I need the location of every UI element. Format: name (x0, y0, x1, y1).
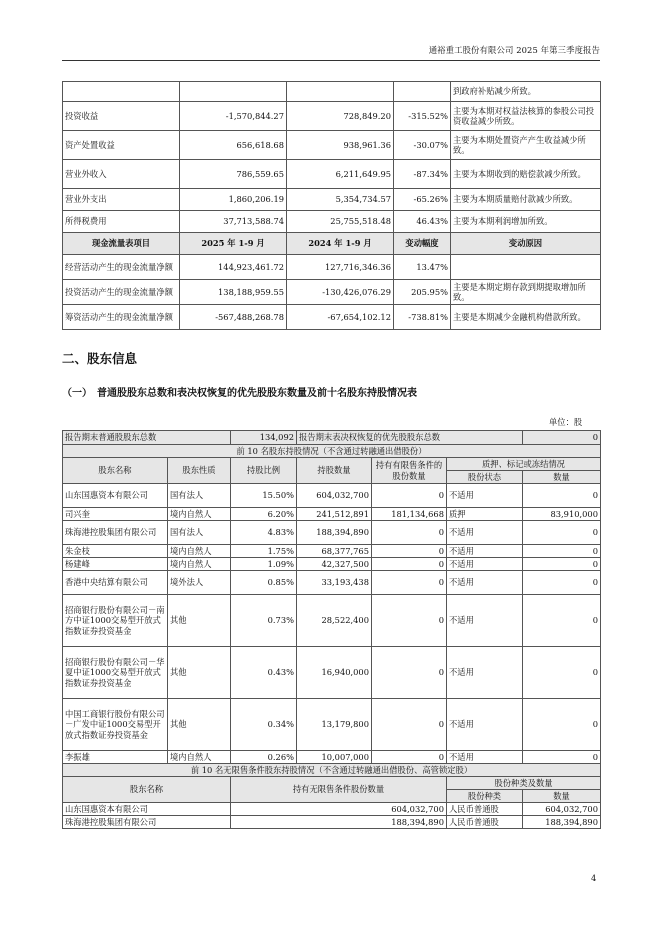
table-row (63, 160, 601, 189)
holder-nature: 其他 (168, 699, 231, 751)
reason-cell: 主要为本期收到的赔偿款减少所致。 (451, 160, 601, 189)
holder-pledge-state: 不适用 (447, 571, 523, 595)
holder-pledge-state: 不适用 (447, 647, 523, 699)
holder-qty: 16,940,000 (297, 647, 372, 699)
unrestricted-header-row (63, 777, 601, 790)
col-nature-header: 股东性质 (168, 458, 231, 484)
holder-ratio: 1.75% (231, 545, 297, 558)
holder-pledge-qty: 0 (523, 571, 601, 595)
holder-pledge-qty: 0 (523, 751, 601, 764)
cashflow-reason-header: 变动原因 (451, 233, 601, 255)
previous-cell: -67,654,102.12 (287, 305, 394, 330)
table-row (63, 280, 601, 305)
current-cell: 138,188,959.55 (180, 280, 287, 305)
holder-pledge-qty: 83,910,000 (523, 508, 601, 521)
holder-pledge-state: 不适用 (447, 699, 523, 751)
holder-qty: 188,394,890 (297, 521, 372, 545)
table-row (63, 699, 601, 751)
change-cell: 13.47% (394, 255, 451, 280)
holder-pledge-state: 质押 (447, 508, 523, 521)
holder-qty: 68,377,765 (297, 545, 372, 558)
table-row (63, 803, 601, 816)
page-header: 通裕重工股份有限公司 2025 年第三季度报告 (428, 45, 600, 55)
summary-row (63, 431, 601, 445)
holder-ratio: 1.09% (231, 558, 297, 571)
change-cell: -738.81% (394, 305, 451, 330)
income-cashflow-table (62, 81, 601, 330)
holder-name: 珠海港控股集团有限公司 (63, 521, 168, 545)
header-divider (62, 60, 600, 61)
holder-nature: 境内自然人 (168, 558, 231, 571)
table-row (63, 521, 601, 545)
previous-cell: 6,211,649.95 (287, 160, 394, 189)
item-cell: 筹资活动产生的现金流量净额 (63, 305, 180, 330)
previous-cell (287, 82, 394, 102)
table-row (63, 189, 601, 211)
holder-pledge-state: 不适用 (447, 484, 523, 508)
col-pledge-qty-header: 数量 (523, 471, 601, 484)
top10-title-row (63, 445, 601, 458)
table-row (63, 211, 601, 233)
change-cell: -315.52% (394, 102, 451, 131)
previous-cell: 5,354,734.57 (287, 189, 394, 211)
item-cell: 资产处置收益 (63, 131, 180, 160)
reason-cell: 主要为本期利润增加所致。 (451, 211, 601, 233)
u-holder-qty: 604,032,700 (231, 803, 447, 816)
holder-name: 山东国惠资本有限公司 (63, 484, 168, 508)
item-cell: 所得税费用 (63, 211, 180, 233)
holder-restricted: 0 (372, 545, 447, 558)
reason-cell: 主要是本期定期存款到期提取增加所致。 (451, 280, 601, 305)
holder-qty: 28,522,400 (297, 595, 372, 647)
change-cell: 46.43% (394, 211, 451, 233)
u-col-name-header: 股东名称 (63, 777, 231, 803)
table-row (63, 484, 601, 508)
unrestricted-title: 前 10 名无限售条件股东持股情况（不含通过转融通出借股份、高管锁定股） (63, 764, 601, 777)
u-col-type-header: 股份种类 (447, 790, 523, 803)
table-row (63, 82, 601, 102)
col-qty-header: 持股数量 (297, 458, 372, 484)
table-row (63, 131, 601, 160)
holder-ratio: 6.20% (231, 508, 297, 521)
u-holder-name: 珠海港控股集团有限公司 (63, 816, 231, 829)
previous-cell: 127,716,346.36 (287, 255, 394, 280)
table-row (63, 751, 601, 764)
holder-nature: 境内自然人 (168, 751, 231, 764)
cashflow-previous-header: 2024 年 1-9 月 (287, 233, 394, 255)
holder-restricted: 0 (372, 595, 447, 647)
current-cell (180, 82, 287, 102)
section-title: 二、股东信息 (62, 351, 138, 366)
current-cell: 144,923,461.72 (180, 255, 287, 280)
holder-pledge-qty: 0 (523, 699, 601, 751)
holder-ratio: 0.43% (231, 647, 297, 699)
current-cell: 786,559.65 (180, 160, 287, 189)
holder-restricted: 0 (372, 484, 447, 508)
u-col-type-group-header: 股份种类及数量 (447, 777, 601, 790)
top10-title: 前 10 名股东持股情况（不含通过转融通出借股份） (63, 445, 601, 458)
holder-pledge-qty: 0 (523, 484, 601, 508)
holder-restricted: 0 (372, 647, 447, 699)
holder-nature: 其他 (168, 647, 231, 699)
table-row (63, 508, 601, 521)
col-restricted-header: 持有有限售条件的股份数量 (372, 458, 447, 484)
u-holder-type-qty: 188,394,890 (523, 816, 601, 829)
holder-pledge-state: 不适用 (447, 558, 523, 571)
current-cell: 656,618.68 (180, 131, 287, 160)
table-row (63, 558, 601, 571)
holder-nature: 境内自然人 (168, 508, 231, 521)
preferred-holders-label: 报告期末表决权恢复的优先股股东总数 (297, 431, 523, 445)
item-cell: 营业外收入 (63, 160, 180, 189)
reason-cell (451, 255, 601, 280)
u-holder-type: 人民币普通股 (447, 816, 523, 829)
unrestricted-title-row (63, 764, 601, 777)
holder-name: 中国工商银行股份有限公司－广发中证1000交易型开放式指数证券投资基金 (63, 699, 168, 751)
holder-pledge-state: 不适用 (447, 521, 523, 545)
holder-qty: 33,193,438 (297, 571, 372, 595)
u-holder-type-qty: 604,032,700 (523, 803, 601, 816)
holder-restricted: 0 (372, 751, 447, 764)
col-ratio-header: 持股比例 (231, 458, 297, 484)
preferred-holders-value: 0 (523, 431, 601, 445)
table-row (63, 595, 601, 647)
u-holder-qty: 188,394,890 (231, 816, 447, 829)
cashflow-item-header: 现金流量表项目 (63, 233, 180, 255)
holder-ratio: 15.50% (231, 484, 297, 508)
holder-name: 招商银行股份有限公司－华夏中证1000交易型开放式指数证券投资基金 (63, 647, 168, 699)
holder-pledge-state: 不适用 (447, 545, 523, 558)
holder-ratio: 0.34% (231, 699, 297, 751)
cashflow-current-header: 2025 年 1-9 月 (180, 233, 287, 255)
table-row (63, 305, 601, 330)
item-cell: 营业外支出 (63, 189, 180, 211)
holder-nature: 境外法人 (168, 571, 231, 595)
column-header-row (63, 458, 601, 471)
holder-restricted: 0 (372, 558, 447, 571)
col-name-header: 股东名称 (63, 458, 168, 484)
subsection-title: （一） 普通股股东总数和表决权恢复的优先股股东数量及前十名股东持股情况表 (62, 388, 417, 399)
previous-cell: 938,961.36 (287, 131, 394, 160)
total-holders-value: 134,092 (231, 431, 297, 445)
holder-pledge-qty: 0 (523, 521, 601, 545)
holder-qty: 241,512,891 (297, 508, 372, 521)
table-row (63, 571, 601, 595)
holder-nature: 其他 (168, 595, 231, 647)
total-holders-label: 报告期末普通股股东总数 (63, 431, 231, 445)
current-cell: 1,860,206.19 (180, 189, 287, 211)
holder-ratio: 0.73% (231, 595, 297, 647)
change-cell: -65.26% (394, 189, 451, 211)
holder-nature: 国有法人 (168, 521, 231, 545)
cashflow-header-row (63, 233, 601, 255)
current-cell: 37,713,588.74 (180, 211, 287, 233)
table-row (63, 545, 601, 558)
holder-ratio: 0.26% (231, 751, 297, 764)
holder-pledge-qty: 0 (523, 595, 601, 647)
holder-name: 香港中央结算有限公司 (63, 571, 168, 595)
col-pledge-header: 质押、标记或冻结情况 (447, 458, 601, 471)
previous-cell: 728,849.20 (287, 102, 394, 131)
holder-restricted: 0 (372, 699, 447, 751)
u-holder-type: 人民币普通股 (447, 803, 523, 816)
holder-name: 司兴奎 (63, 508, 168, 521)
holder-name: 李振雄 (63, 751, 168, 764)
holder-qty: 42,327,500 (297, 558, 372, 571)
current-cell: -1,570,844.27 (180, 102, 287, 131)
unit-label: 单位：股 (549, 417, 583, 427)
previous-cell: 25,755,518.48 (287, 211, 394, 233)
current-cell: -567,488,268.78 (180, 305, 287, 330)
change-cell: 205.95% (394, 280, 451, 305)
change-cell: -87.34% (394, 160, 451, 189)
table-row (63, 255, 601, 280)
table-row (63, 647, 601, 699)
reason-cell: 到政府补贴减少所致。 (451, 82, 601, 102)
holder-ratio: 0.85% (231, 571, 297, 595)
table-row (63, 816, 601, 829)
table-row (63, 102, 601, 131)
reason-cell: 主要为本期处置资产产生收益减少所致。 (451, 131, 601, 160)
holder-name: 招商银行股份有限公司－南方中证1000交易型开放式指数证券投资基金 (63, 595, 168, 647)
holder-pledge-state: 不适用 (447, 595, 523, 647)
holder-pledge-qty: 0 (523, 545, 601, 558)
item-cell (63, 82, 180, 102)
reason-cell: 主要是本期减少金融机构借款所致。 (451, 305, 601, 330)
reason-cell: 主要为本期质量赔付款减少所致。 (451, 189, 601, 211)
holder-name: 朱金枝 (63, 545, 168, 558)
u-col-qty-header: 持有无限售条件股份数量 (231, 777, 447, 803)
reason-cell: 主要为本期对权益法核算的参股公司投资收益减少所致。 (451, 102, 601, 131)
u-holder-name: 山东国惠资本有限公司 (63, 803, 231, 816)
page-number: 4 (591, 873, 597, 883)
holder-pledge-qty: 0 (523, 558, 601, 571)
item-cell: 经营活动产生的现金流量净额 (63, 255, 180, 280)
holder-pledge-state: 不适用 (447, 751, 523, 764)
holder-qty: 10,007,000 (297, 751, 372, 764)
change-cell: -30.07% (394, 131, 451, 160)
previous-cell: -130,426,076.29 (287, 280, 394, 305)
holder-ratio: 4.83% (231, 521, 297, 545)
col-pledge-state-header: 股份状态 (447, 471, 523, 484)
cashflow-change-header: 变动幅度 (394, 233, 451, 255)
shareholder-table (62, 430, 601, 829)
holder-nature: 国有法人 (168, 484, 231, 508)
holder-nature: 境内自然人 (168, 545, 231, 558)
u-col-type-qty-header: 数量 (523, 790, 601, 803)
change-cell (394, 82, 451, 102)
holder-qty: 604,032,700 (297, 484, 372, 508)
holder-restricted: 0 (372, 521, 447, 545)
holder-restricted: 181,134,668 (372, 508, 447, 521)
holder-qty: 13,179,800 (297, 699, 372, 751)
item-cell: 投资收益 (63, 102, 180, 131)
holder-restricted: 0 (372, 571, 447, 595)
item-cell: 投资活动产生的现金流量净额 (63, 280, 180, 305)
holder-name: 杨建峰 (63, 558, 168, 571)
holder-pledge-qty: 0 (523, 647, 601, 699)
